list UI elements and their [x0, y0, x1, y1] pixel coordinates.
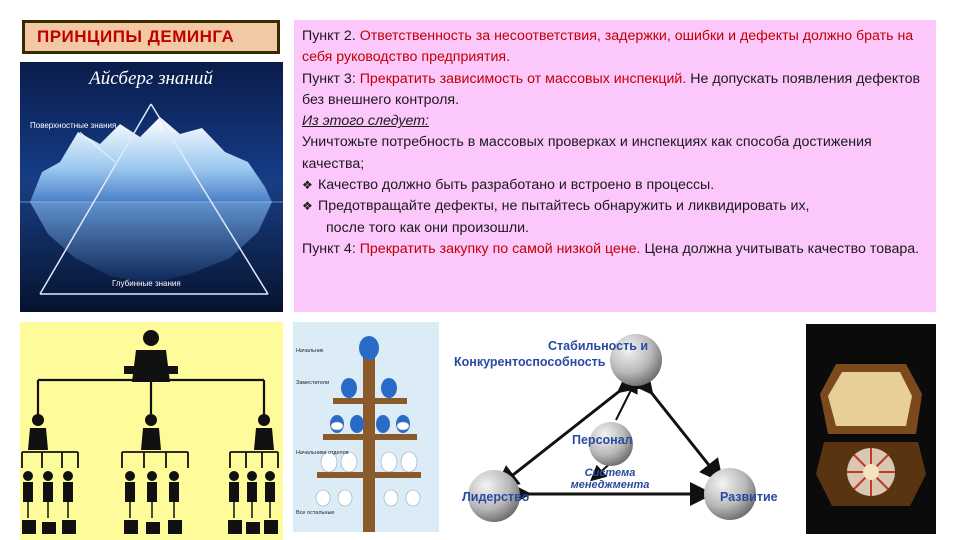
level-others-label: Все остальные: [296, 510, 335, 516]
deep-knowledge-label: Глубинные знания: [112, 279, 181, 288]
iceberg-heading: Айсберг знаний: [89, 68, 213, 89]
bullet-2-continuation: после того как они произошли.: [326, 219, 530, 236]
management-triangle-diagram: [450, 324, 791, 534]
level-deputies-label: Заместители: [296, 380, 330, 386]
bottom-label-2: менеджмента: [570, 479, 650, 491]
point-4-rest: Цена должна учитывать качество товара.: [640, 240, 920, 257]
right-node-label: Развитие: [720, 490, 778, 504]
point-4-red: Прекратить закупку по самой низкой цене.: [359, 240, 641, 257]
center-node-label: Персонал: [572, 433, 633, 447]
bullet-1-text: Качество должно быть разработано и встроено в процессы.: [318, 177, 715, 194]
point-4-label: Пункт 4:: [302, 240, 360, 257]
bullet-item: [302, 175, 928, 196]
point-3-label: Пункт 3:: [302, 70, 360, 87]
top-node-label-1: Стабильность и: [548, 339, 649, 353]
bullet-icon: ❖: [302, 178, 313, 193]
point-2-body: Ответственность за несоответствия, задержки, ошибки и дефекты должно брать на себя руководство предприятия.: [302, 28, 914, 66]
level-boss-label: Начальник: [296, 348, 324, 354]
point-3: [302, 69, 928, 112]
slide-title: ПРИНЦИПЫ ДЕМИНГА: [37, 27, 235, 46]
point-4: [302, 239, 928, 260]
destroy-need-line: Уничтожьте потребность в массовых проверках и инспекциях как способа достижения качества;: [302, 134, 872, 172]
slide-title-box: [22, 20, 280, 54]
top-node-label-2: Конкурентоспособность: [454, 355, 606, 369]
principles-text-panel: [294, 20, 936, 312]
wooden-pole: [363, 352, 375, 532]
hierarchy-illustration: [20, 322, 283, 540]
point-2: [302, 26, 928, 69]
point-3-rest: Не допускать появления дефектов без внешнего контроля.: [302, 70, 921, 108]
level-heads-label: Начальники отделов: [296, 450, 349, 456]
birds-pole-illustration: [293, 322, 439, 532]
surface-knowledge-label: Поверхностные знания: [30, 121, 117, 130]
bullet-item: [302, 196, 928, 217]
point-3-red: Прекратить зависимость от массовых инспекций.: [359, 70, 687, 87]
bottom-label-1: Система: [584, 467, 636, 479]
follows-heading: Из этого следует:: [302, 113, 429, 130]
jewel-box-photo: [806, 324, 936, 534]
bullet-2-text: Предотвращайте дефекты, не пытайтесь обнаружить и ликвидировать их,: [318, 198, 810, 215]
bullet-icon: ❖: [302, 199, 313, 214]
left-node-label: Лидерство: [462, 490, 530, 504]
iceberg-illustration: [20, 62, 283, 312]
point-2-label: Пункт 2.: [302, 28, 360, 44]
